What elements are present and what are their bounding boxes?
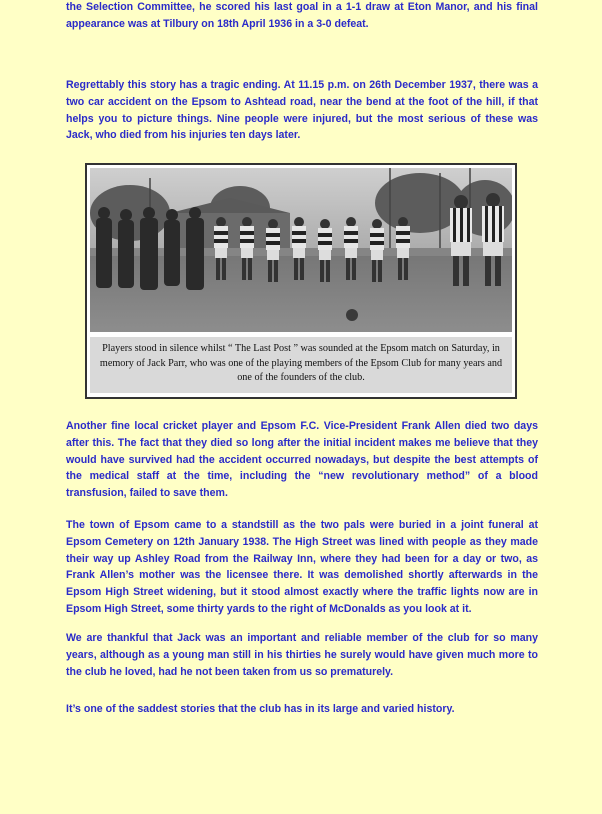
paragraph-2: Regrettably this story has a tragic ending. At 11.15 p.m. on 26th December 1937, there was a two car accident on the Epsom to Ashtead road, near the bend at the foot of the hill, if that helps you to picture things. Nine people were injured, but the most serious of these was Jack, who died from his injuries ten days later. xyxy=(66,79,538,142)
team-photo-illustration xyxy=(90,168,512,332)
paragraph-4: The town of Epsom came to a standstill as the two pals were buried in a joint funeral at Epsom Cemetery on 12th January 1938. The High Street was lined with people as they made their way up Ashley Road from the Railway Inn, where they had been for a day or two, as Frank Allen’s mother was the licensee there. It was demolished shortly afterwards in the Epsom High Street widening, but it stood almost exactly where the traffic lights now are in Epsom High Street, some thirty yards to the right of McDonalds as you look at it. xyxy=(66,519,538,615)
photo-caption-box xyxy=(90,337,512,393)
paragraph-6: It’s one of the saddest stories that the club has in its large and varied history. xyxy=(66,703,455,715)
paragraph-3: Another fine local cricket player and Epsom F.C. Vice-President Frank Allen died two days after this. The fact that they died so long after the initial incident makes me believe that they would have survived had the accident occurred nowadays, but despite the best attempts of the medical staff at the time, including the “new revolutionary method” of a blood transfusion, failed to save them. xyxy=(66,420,538,500)
paragraph-5: We are thankful that Jack was an important and reliable member of the club for so many years, although as a young man still in his thirties he surely would have given much more to the club he loved, had he not been taken from us so prematurely. xyxy=(66,632,538,678)
team-photo xyxy=(90,168,512,332)
newspaper-photo-figure xyxy=(85,163,517,399)
photo-caption: Players stood in silence whilst “ The Last Post ” was sounded at the Epsom match on Saturday, in memory of Jack Parr, who was one of the playing members of the Epsom Club for many years and one of the founders of the club. xyxy=(99,343,503,383)
paragraph-1: the Selection Committee, he scored his last goal in a 1-1 draw at Eton Manor, and his final appearance was at Tilbury on 18th April 1936 in a 3-0 defeat. xyxy=(66,1,538,30)
